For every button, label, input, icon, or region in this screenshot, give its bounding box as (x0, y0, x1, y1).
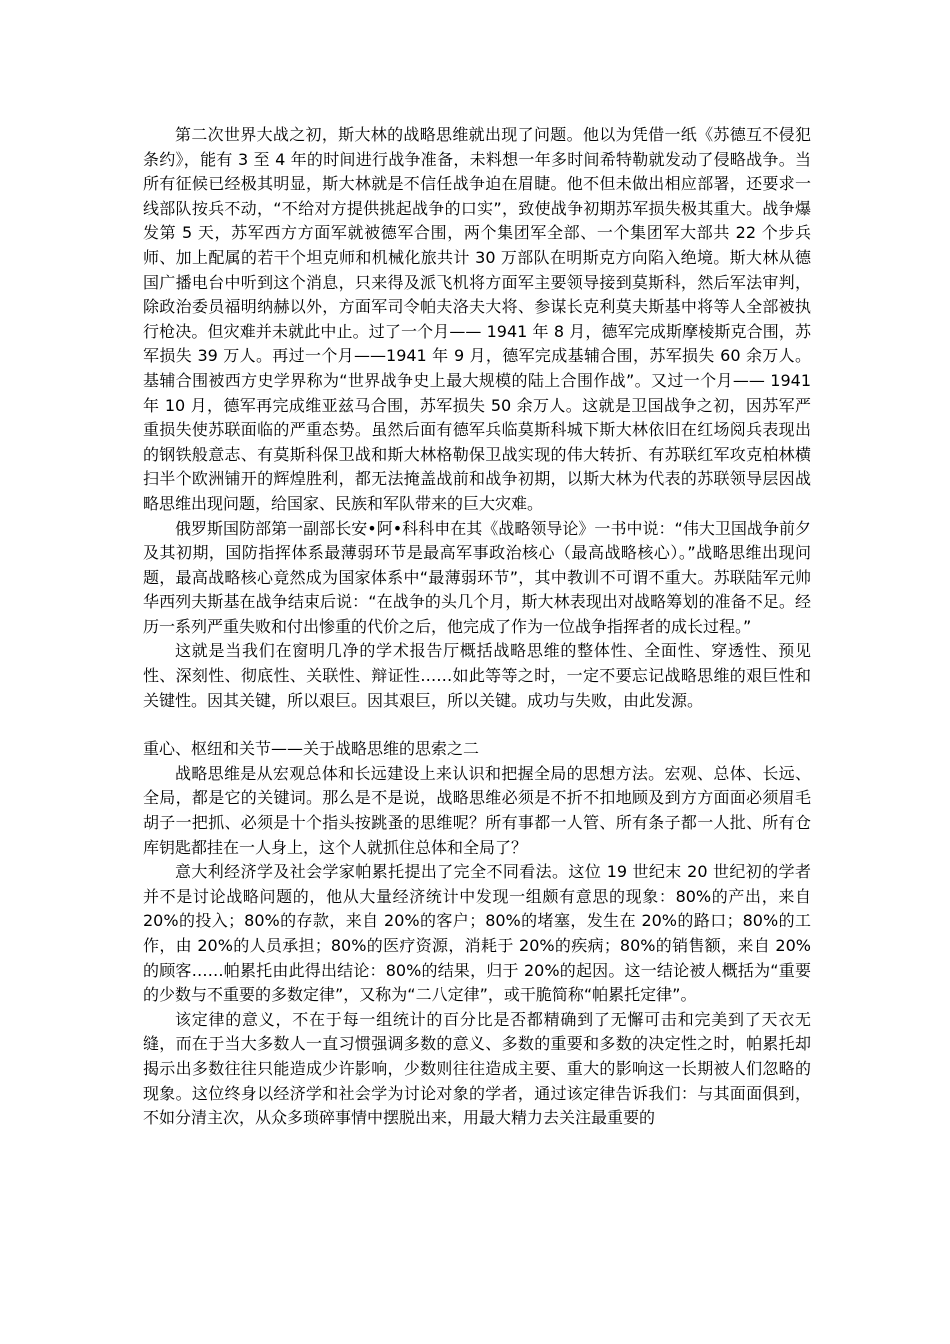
document-page (143, 123, 811, 1131)
body-paragraph: 第二次世界大战之初，斯大林的战略思维就出现了问题。他以为凭借一纸《苏德互不侵犯条约》，能有 3 至 4 年的时间进行战争准备，未料想一年多时间希特勒就发动了侵略战争。当所有征候已经极其明显，斯大林就是不信任战争迫在眉睫。他不但未做出相应部署，还要求一线部队按兵不动，“不给对方提供挑起战争的口实”，致使战争初期苏军损失极其重大。战争爆发第 5 天，苏军西方方面军就被德军合围，两个集团军全部、一个集团军大部共 22 个步兵师、加上配属的若干个坦克师和机械化旅共计 30 万部队在明斯克方向陷入绝境。斯大林从德国广播电台中听到这个消息，只来得及派飞机将方面军主要领导接到莫斯科，然后军法审判，除政治委员福明纳赫以外，方面军司令帕夫洛夫大将、参谋长克利莫夫斯基中将等人全部被执行枪决。但灾难并未就此中止。过了一个月—— 1941 年 8 月，德军完成斯摩棱斯克合围，苏军损失 39 万人。再过一个月——1941 年 9 月，德军完成基辅合围，苏军损失 60 余万人。基辅合围被西方史学界称为“世界战争史上最大规模的陆上合围作战”。又过一个月—— 1941 年 10 月，德军再完成维亚兹马合围，苏军损失 50 余万人。这就是卫国战争之初，因苏军严重损失使苏联面临的严重态势。虽然后面有德军兵临莫斯科城下斯大林依旧在红场阅兵表现出的钢铁般意志、有莫斯科保卫战和斯大林格勒保卫战实现的伟大转折、有苏联红军攻克柏林横扫半个欧洲铺开的辉煌胜利，都无法掩盖战前和战争初期，以斯大林为代表的苏联领导层因战略思维出现问题，给国家、民族和军队带来的巨大灾难。 (143, 125, 811, 513)
body-paragraph: 俄罗斯国防部第一副部长安•阿•科科申在其《战略领导论》一书中说：“伟大卫国战争前夕及其初期，国防指挥体系最薄弱环节是最高军事政治核心（最高战略核心）。”战略思维出现问题，最高战略核心竟然成为国家体系中“最薄弱环节”，其中教训不可谓不重大。苏联陆军元帅华西列夫斯基在战争结束后说：“在战争的头几个月，斯大林表现出对战略筹划的准备不足。经历一系列严重失败和付出惨重的代价之后，他完成了作为一位战争指挥者的成长过程。” (143, 518, 811, 636)
body-paragraph: 这就是当我们在窗明几净的学术报告厅概括战略思维的整体性、全面性、穿透性、预见性、深刻性、彻底性、关联性、辩证性……如此等等之时，一定不要忘记战略思维的艰巨性和关键性。因其关键，所以艰巨。因其艰巨，所以关键。成功与失败，由此发源。 (143, 641, 811, 710)
section-spacer (143, 713, 811, 737)
body-paragraph: 意大利经济学及社会学家帕累托提出了完全不同看法。这位 19 世纪末 20 世纪初的学者并不是讨论战略问题的，他从大量经济统计中发现一组颇有意思的现象：80%的产出，来自 20%的投入；80%的存款，来自 20%的客户；80%的堵塞，发生在 20%的路口；80%的工作，由 20%的人员承担；80%的医疗资源，消耗于 20%的疾病；80%的销售额，来自 20%的顾客……帕累托由此得出结论：80%的结果，归于 20%的起因。这一结论被人概括为“重要的少数与不重要的多数定律”，又称为“二八定律”，或干脆简称“帕累托定律”。 (143, 862, 811, 1005)
body-paragraph: 该定律的意义，不在于每一组统计的百分比是否都精确到了无懈可击和完美到了天衣无缝，而在于当大多数人一直习惯强调多数的意义、多数的重要和多数的决定性之时，帕累托却揭示出多数往往只能造成少许影响，少数则往往造成主要、重大的影响这一长期被人们忽略的现象。这位终身以经济学和社会学为讨论对象的学者，通过该定律告诉我们：与其面面俱到，不如分清主次，从众多琐碎事情中摆脱出来，用最大精力去关注最重要的 (143, 1009, 811, 1128)
section-heading: 重心、枢纽和关节——关于战略思维的思索之二 (143, 739, 480, 759)
body-paragraph: 战略思维是从宏观总体和长远建设上来认识和把握全局的思想方法。宏观、总体、长远、全局，都是它的关键词。那么是不是说，战略思维必须是不折不扣地顾及到方方面面必须眉毛胡子一把抓、必须是十个指头按跳蚤的思维呢？所有事都一人管、所有条子都一人批、所有仓库钥匙都挂在一人身上，这个人就抓住总体和全局了？ (143, 763, 811, 857)
